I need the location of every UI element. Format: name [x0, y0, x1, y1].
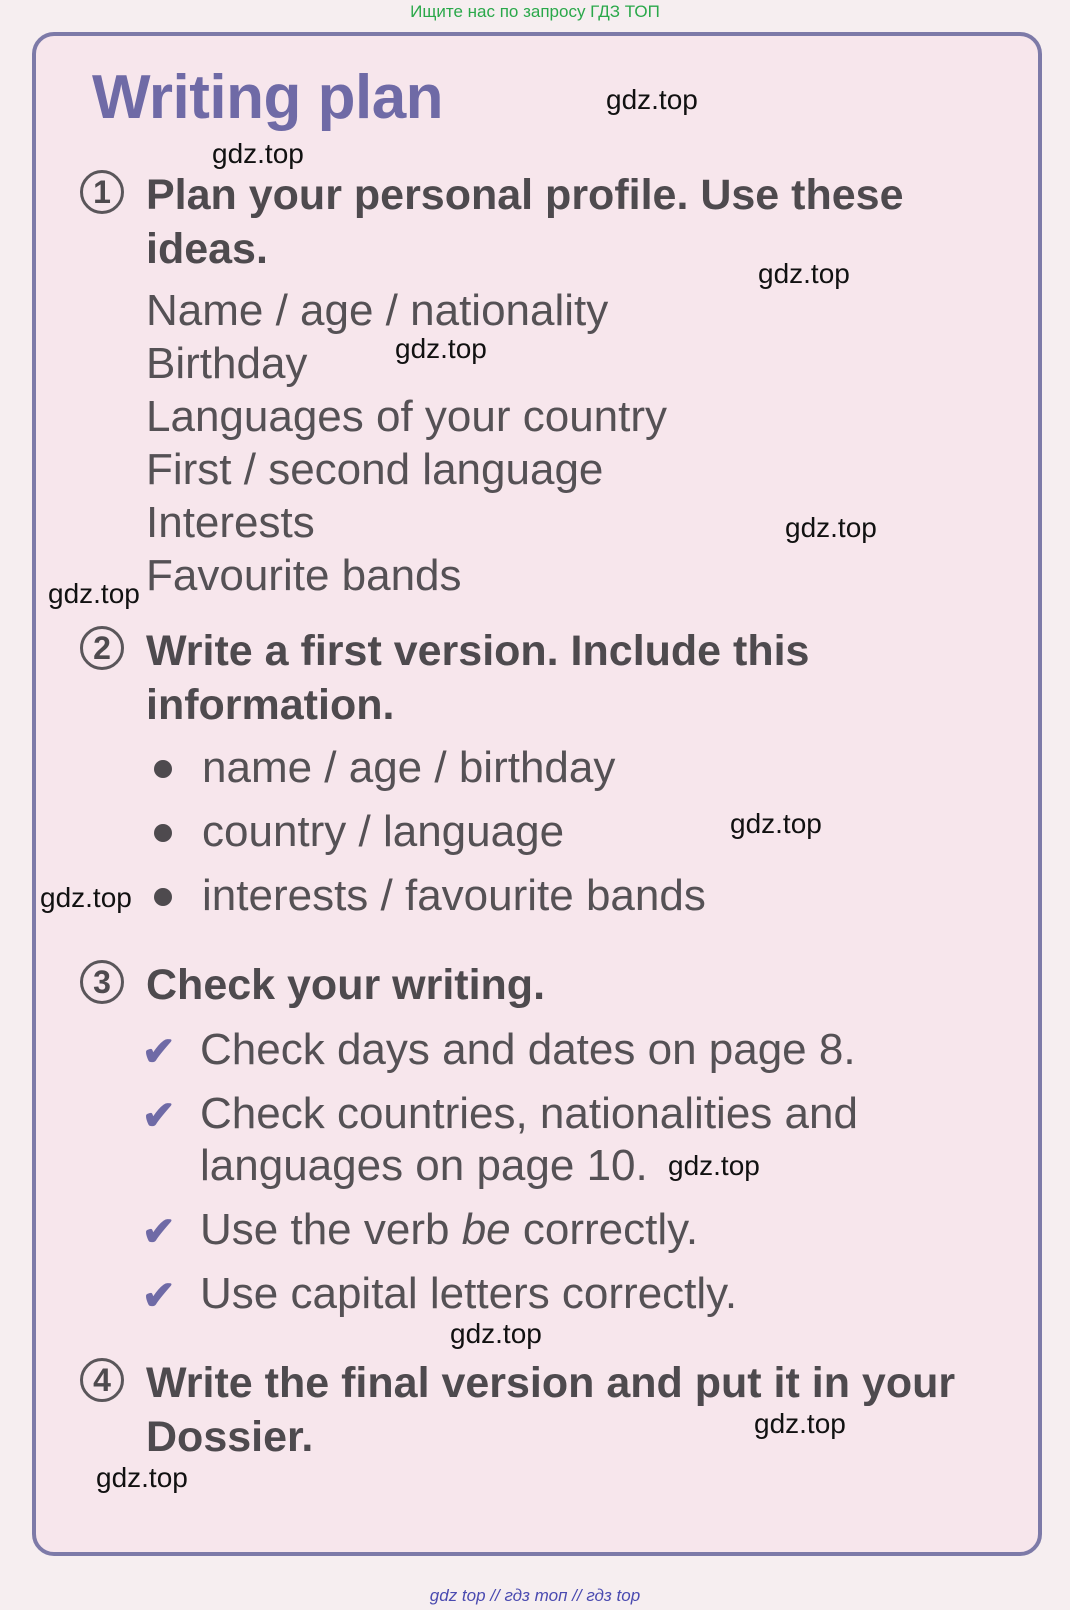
- step-number-4: 4: [80, 1358, 124, 1402]
- watermark: gdz.top: [48, 578, 140, 609]
- watermark: gdz.top: [730, 808, 822, 839]
- idea-item: Favourite bands: [146, 551, 462, 600]
- check-item: ✔ Check countries, nationalities and languages on page 10.: [142, 1089, 858, 1190]
- bullet-icon: [154, 824, 172, 842]
- idea-item: Interests: [146, 498, 315, 547]
- watermark: gdz.top: [785, 512, 877, 543]
- watermark: gdz.top: [395, 333, 487, 364]
- step-1-heading: Plan your personal profile. Use these ideas.: [146, 171, 904, 273]
- checkmark-icon: ✔: [142, 1094, 176, 1138]
- check-item: ✔ Use the verb be correctly.: [142, 1204, 962, 1256]
- idea-item: Birthday: [146, 339, 308, 388]
- top-banner: Ищите нас по запросу ГДЗ ТОП: [410, 2, 660, 21]
- step-number-2: 2: [80, 626, 124, 670]
- page-title: Writing plan: [92, 63, 444, 132]
- watermark: gdz.top: [450, 1318, 542, 1349]
- include-item: name / age / birthday: [146, 736, 706, 800]
- step-number-1: 1: [80, 170, 124, 214]
- checklist: [142, 1024, 962, 1332]
- check-item: ✔ Use capital letters correctly.: [142, 1268, 962, 1320]
- checkmark-icon: ✔: [142, 1210, 176, 1254]
- checkmark-icon: ✔: [142, 1030, 176, 1074]
- step-4-heading: Write the final version and put it in your Dossier.: [146, 1359, 956, 1461]
- watermark: gdz.top: [96, 1462, 188, 1493]
- check-item: ✔ Check days and dates on page 8.: [142, 1024, 962, 1076]
- idea-item: Languages of your country: [146, 392, 668, 441]
- watermark: gdz.top: [668, 1150, 760, 1181]
- watermark: gdz.top: [758, 258, 850, 289]
- watermark: gdz.top: [606, 84, 698, 115]
- step-3-heading: Check your writing.: [146, 961, 546, 1009]
- ideas-list: [146, 284, 667, 602]
- include-item: country / language: [146, 800, 706, 864]
- step-2-heading: Write a first version. Include this information.: [146, 627, 810, 729]
- bullet-icon: [154, 888, 172, 906]
- include-list: [146, 736, 706, 928]
- bottom-banner: gdz top // гдз топ // гдз top: [429, 1586, 641, 1605]
- idea-item: Name / age / nationality: [146, 286, 609, 335]
- checkmark-icon: ✔: [142, 1274, 176, 1318]
- watermark: gdz.top: [40, 882, 132, 913]
- watermark: gdz.top: [212, 138, 304, 169]
- bullet-icon: [154, 760, 172, 778]
- idea-item: First / second language: [146, 445, 604, 494]
- watermark: gdz.top: [754, 1408, 846, 1439]
- include-item: interests / favourite bands: [146, 864, 706, 928]
- step-number-3: 3: [80, 960, 124, 1004]
